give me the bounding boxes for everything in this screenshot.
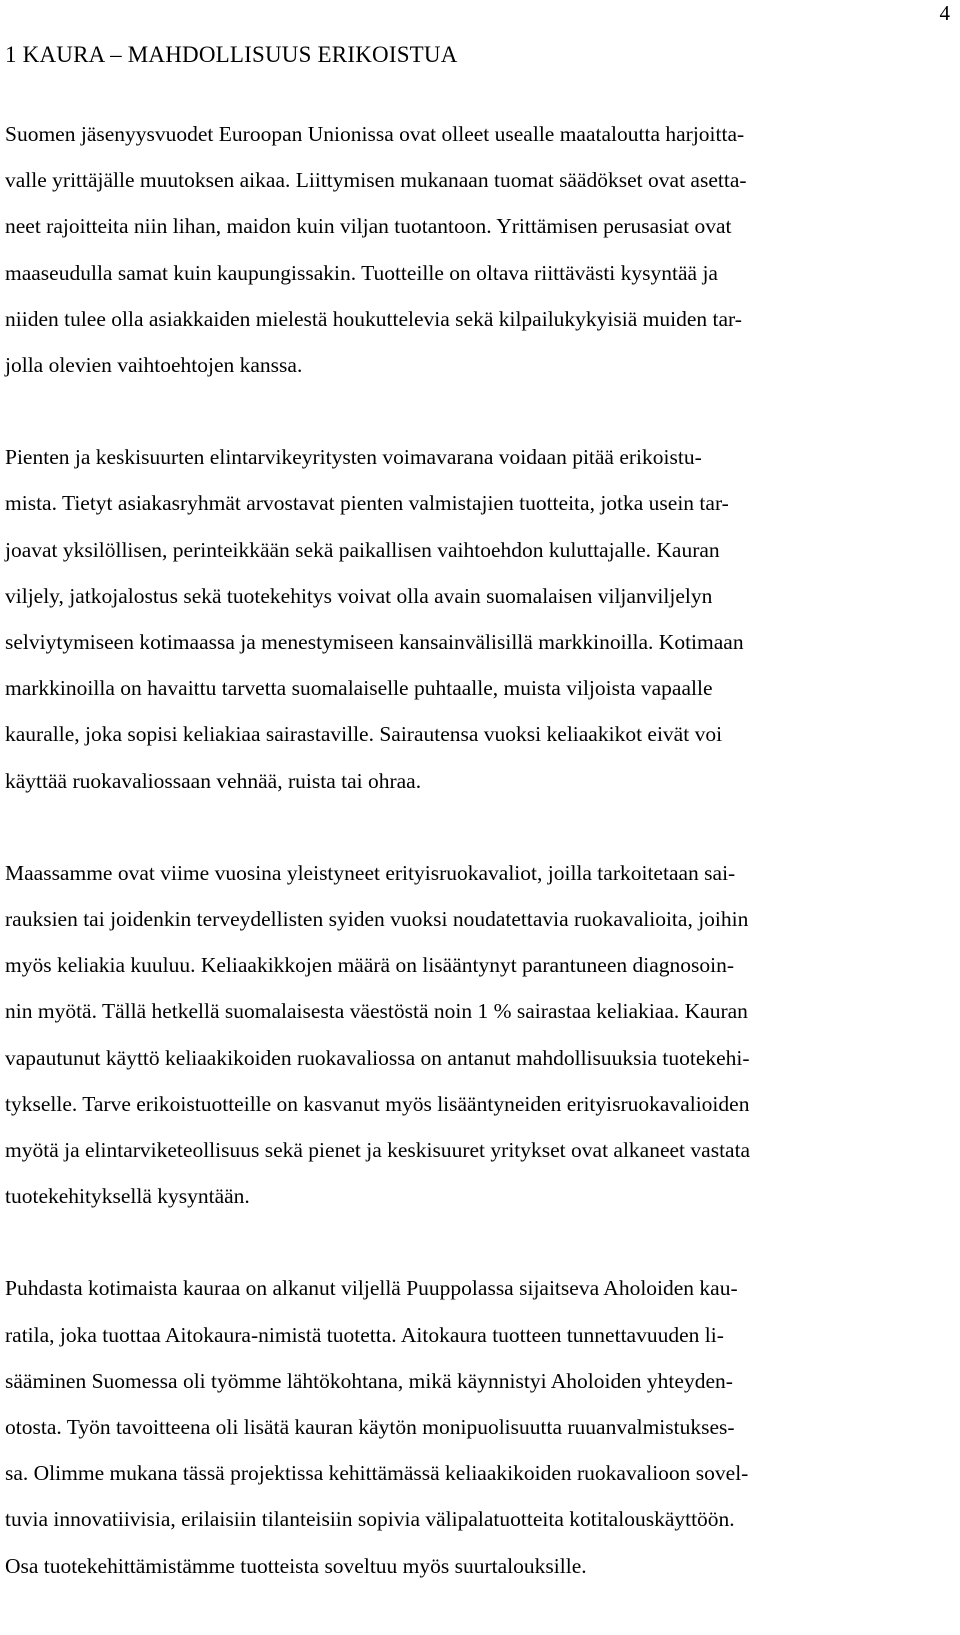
text-line: selviytymiseen kotimaassa ja menestymiseen kansainvälisillä markkinoilla. Kotimaan xyxy=(5,630,744,655)
paragraph-2 xyxy=(5,434,945,804)
text-line: maaseudulla samat kuin kaupungissakin. Tuotteille on oltava riittävästi kysyntää ja xyxy=(5,260,718,285)
chapter-heading: 1 KAURA – MAHDOLLISUUS ERIKOISTUA xyxy=(5,42,458,67)
text-line: jolla olevien vaihtoehtojen kanssa. xyxy=(5,353,303,378)
text-line: valle yrittäjälle muutoksen aikaa. Liittymisen mukanaan tuomat säädökset ovat asetta- xyxy=(5,168,747,193)
text-line: tuvia innovatiivisia, erilaisiin tilanteisiin sopivia välipalatuotteita kotitalouskäyttöön. xyxy=(5,1507,735,1532)
text-line: Pienten ja keskisuurten elintarvikeyritysten voimavarana voidaan pitää erikoistu- xyxy=(5,445,702,470)
text-line: sa. Olimme mukana tässä projektissa kehittämässä keliaakikoiden ruokavalioon sovel- xyxy=(5,1461,749,1486)
paragraph-3 xyxy=(5,850,945,1220)
text-line: myötä ja elintarviketeollisuus sekä pienet ja keskisuuret yritykset ovat alkaneet vastata xyxy=(5,1138,751,1163)
text-line: viljely, jatkojalostus sekä tuotekehitys voivat olla avain suomalaisen viljanviljelyn xyxy=(5,583,713,608)
text-line: ratila, joka tuottaa Aitokaura-nimistä tuotetta. Aitokaura tuotteen tunnettavuuden li- xyxy=(5,1322,724,1347)
paragraph-4 xyxy=(5,1265,945,1588)
text-line: neet rajoitteita niin lihan, maidon kuin viljan tuotantoon. Yrittämisen perusasiat ovat xyxy=(5,214,732,239)
page-number: 4 xyxy=(939,1,950,25)
text-line: sääminen Suomessa oli työmme lähtökohtana, mikä käynnistyi Aholoiden yhteyden- xyxy=(5,1368,733,1393)
text-line: vapautunut käyttö keliaakikoiden ruokavaliossa on antanut mahdollisuuksia tuotekehi- xyxy=(5,1045,750,1070)
text-line: kauralle, joka sopisi keliakiaa sairastaville. Sairautensa vuoksi keliaakikot eivät voi xyxy=(5,722,723,747)
paragraph-1 xyxy=(5,111,945,388)
text-line: markkinoilla on havaittu tarvetta suomalaiselle puhtaalle, muista viljoista vapaalle xyxy=(5,676,713,701)
text-line: Suomen jäsenyysvuodet Euroopan Unionissa ovat olleet usealle maataloutta harjoitta- xyxy=(5,122,745,146)
body-text xyxy=(5,111,945,1635)
text-line: joavat yksilöllisen, perinteikkään sekä paikallisen vaihtoehdon kuluttajalle. Kauran xyxy=(5,537,720,562)
text-line: niiden tulee olla asiakkaiden mielestä houkuttelevia sekä kilpailukykyisiä muiden tar- xyxy=(5,306,742,331)
text-line: otosta. Työn tavoitteena oli lisätä kauran käytön monipuolisuutta ruuanvalmistukses- xyxy=(5,1415,735,1440)
text-line: Puhdasta kotimaista kauraa on alkanut viljellä Puuppolassa sijaitseva Aholoiden kau- xyxy=(5,1276,738,1301)
text-line: Osa tuotekehittämistämme tuotteista soveltuu myös suurtalouksille. xyxy=(5,1553,587,1578)
text-line: myös keliakia kuuluu. Keliaakikkojen määrä on lisääntynyt parantuneen diagnosoin- xyxy=(5,953,735,978)
text-line: tykselle. Tarve erikoistuotteille on kasvanut myös lisääntyneiden erityisruokavalioiden xyxy=(5,1091,750,1116)
text-line: Maassamme ovat viime vuosina yleistyneet erityisruokavaliot, joilla tarkoitetaan sai- xyxy=(5,860,736,885)
text-line: mista. Tietyt asiakasryhmät arvostavat pienten valmistajien tuotteita, jotka usein tar- xyxy=(5,491,729,516)
text-line: käyttää ruokavaliossaan vehnää, ruista tai ohraa. xyxy=(5,768,422,793)
text-line: nin myötä. Tällä hetkellä suomalaisesta väestöstä noin 1 % sairastaa keliakiaa. Kauran xyxy=(5,999,748,1024)
text-line: rauksien tai joidenkin terveydellisten syiden vuoksi noudatettavia ruokavalioita, joihin xyxy=(5,907,749,932)
text-line: tuotekehityksellä kysyntään. xyxy=(5,1184,250,1209)
